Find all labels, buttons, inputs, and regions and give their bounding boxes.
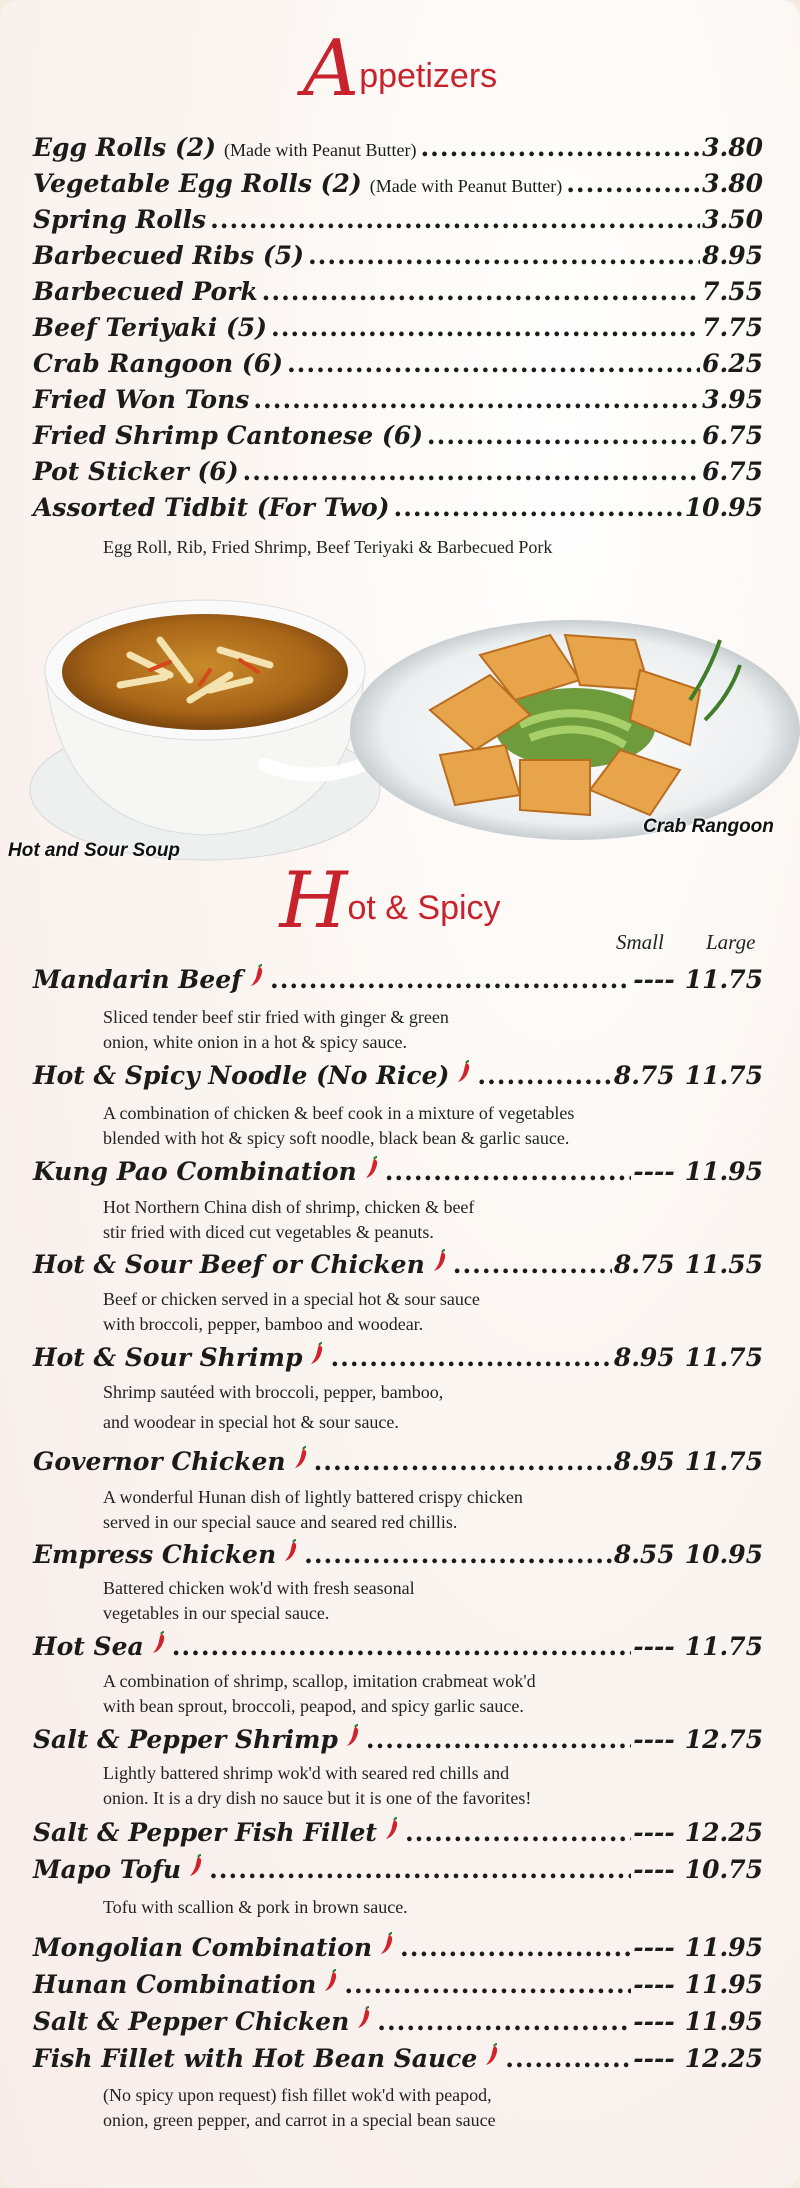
hot-sour-soup-photo bbox=[30, 600, 390, 860]
item-description bbox=[103, 1101, 743, 1151]
column-head-small: Small bbox=[616, 930, 664, 954]
chili-pepper-icon bbox=[248, 964, 266, 988]
item-description bbox=[103, 2083, 743, 2133]
item-price: 3.95 bbox=[702, 385, 763, 414]
dot-leader bbox=[262, 277, 700, 306]
chili-pepper-icon bbox=[150, 1631, 168, 1655]
description-line: vegetables in our special sauce. bbox=[103, 1603, 330, 1623]
chili-pepper-icon bbox=[378, 1932, 396, 1956]
item-price: 8.95 bbox=[702, 241, 763, 270]
item-name: Mongolian Combination bbox=[33, 1933, 373, 1962]
item-price-small: 8.55 bbox=[613, 1540, 675, 1569]
item-price-small: 8.75 bbox=[613, 1250, 675, 1279]
item-price-large: 11.95 bbox=[684, 1970, 763, 1999]
description-line: onion, green pepper, and carrot in a special bean sauce bbox=[103, 2110, 496, 2130]
description-line: Sliced tender beef stir fried with ginger & green bbox=[103, 1007, 449, 1027]
item-name: Mandarin Beef bbox=[33, 965, 242, 994]
item-description bbox=[103, 1380, 743, 1435]
item-name: Governor Chicken bbox=[33, 1447, 286, 1476]
dot-leader bbox=[304, 1540, 612, 1569]
item-price-small: ---- bbox=[633, 2007, 675, 2036]
item-price: 7.75 bbox=[702, 313, 763, 342]
item-price: 10.95 bbox=[684, 493, 763, 522]
item-name: Beef Teriyaki (5) bbox=[33, 313, 268, 342]
chili-pepper-icon bbox=[431, 1249, 449, 1273]
menu-item bbox=[33, 2043, 763, 2073]
chili-pepper-icon bbox=[187, 1854, 205, 1878]
item-name: Fish Fillet with Hot Bean Sauce bbox=[33, 2044, 478, 2073]
description-line: Hot Northern China dish of shrimp, chicken & beef bbox=[103, 1197, 475, 1217]
item-price: 7.55 bbox=[702, 277, 763, 306]
description-line: A wonderful Hunan dish of lightly battered crispy chicken bbox=[103, 1487, 523, 1507]
chili-pepper-icon bbox=[282, 1539, 300, 1563]
menu-item bbox=[33, 421, 763, 450]
dot-leader bbox=[314, 1447, 612, 1476]
item-price-small: 8.95 bbox=[613, 1447, 675, 1476]
item-price-small: ---- bbox=[633, 1632, 675, 1661]
item-name: Salt & Pepper Chicken bbox=[33, 2007, 350, 2036]
description-line: Tofu with scallion & pork in brown sauce. bbox=[103, 1897, 408, 1917]
item-name: Mapo Tofu bbox=[33, 1855, 182, 1884]
item-description bbox=[103, 1195, 743, 1245]
item-description bbox=[103, 1669, 743, 1719]
description-line: A combination of chicken & beef cook in a mixture of vegetables bbox=[103, 1103, 575, 1123]
hot-spicy-title-rest: ot & Spicy bbox=[347, 889, 501, 927]
dot-leader bbox=[405, 1818, 631, 1847]
item-name: Kung Pao Combination bbox=[33, 1157, 357, 1186]
item-price-small: ---- bbox=[633, 1855, 675, 1884]
item-name: Spring Rolls bbox=[33, 205, 207, 234]
dot-leader bbox=[344, 1970, 631, 1999]
item-price-large: 11.55 bbox=[684, 1250, 763, 1279]
dot-leader bbox=[287, 349, 700, 378]
menu-item bbox=[33, 1060, 763, 1090]
item-price-large: 11.95 bbox=[684, 1157, 763, 1186]
item-note: (Made with Peanut Butter) bbox=[369, 176, 563, 196]
dot-leader bbox=[366, 1725, 631, 1754]
dot-leader bbox=[253, 385, 700, 414]
item-description bbox=[103, 1485, 743, 1535]
item-name: Pot Sticker (6) bbox=[33, 457, 239, 486]
dot-leader bbox=[505, 2044, 631, 2073]
dot-leader bbox=[566, 169, 700, 198]
item-price-small: ---- bbox=[633, 1818, 675, 1847]
description-line: with bean sprout, broccoli, peapod, and spicy garlic sauce. bbox=[103, 1696, 524, 1716]
menu-item bbox=[33, 493, 763, 522]
item-price-large: 11.75 bbox=[684, 1447, 763, 1476]
dot-leader bbox=[330, 1343, 611, 1372]
item-name: Salt & Pepper Fish Fillet bbox=[33, 1818, 377, 1847]
chili-pepper-icon bbox=[322, 1969, 340, 1993]
item-price-large: 11.95 bbox=[684, 2007, 763, 2036]
item-name: Hot & Sour Beef or Chicken bbox=[33, 1250, 425, 1279]
item-name: Salt & Pepper Shrimp bbox=[33, 1725, 338, 1754]
item-price-large: 12.25 bbox=[684, 2044, 763, 2073]
menu-item bbox=[33, 457, 763, 486]
dot-leader bbox=[453, 1250, 612, 1279]
item-name: Vegetable Egg Rolls (2) bbox=[33, 169, 362, 198]
menu-item bbox=[33, 385, 763, 414]
dot-leader bbox=[385, 1157, 631, 1186]
item-name: Fried Shrimp Cantonese (6) bbox=[33, 421, 423, 450]
menu-item bbox=[33, 1342, 763, 1372]
hot-spicy-title-cap: H bbox=[279, 856, 348, 946]
dot-leader bbox=[377, 2007, 631, 2036]
menu-item bbox=[33, 1969, 763, 1999]
menu-item bbox=[33, 169, 763, 198]
appetizers-title bbox=[0, 24, 800, 114]
chili-pepper-icon bbox=[355, 2006, 373, 2030]
item-price-small: ---- bbox=[633, 1970, 675, 1999]
dot-leader bbox=[477, 1061, 611, 1090]
item-price-large: 11.95 bbox=[684, 1933, 763, 1962]
chili-pepper-icon bbox=[308, 1342, 326, 1366]
description-line: Battered chicken wok'd with fresh seasonal bbox=[103, 1578, 415, 1598]
description-line: blended with hot & spicy soft noodle, black bean & garlic sauce. bbox=[103, 1128, 570, 1148]
menu-item bbox=[33, 964, 763, 994]
item-price: 6.75 bbox=[702, 421, 763, 450]
item-name: Barbecued Pork bbox=[33, 277, 258, 306]
description-line: A combination of shrimp, scallop, imitation crabmeat wok'd bbox=[103, 1671, 536, 1691]
item-price-large: 10.95 bbox=[684, 1540, 763, 1569]
description-line: (No spicy upon request) fish fillet wok'd with peapod, bbox=[103, 2085, 492, 2105]
item-description bbox=[103, 1005, 743, 1055]
item-price-large: 10.75 bbox=[684, 1855, 763, 1884]
dot-leader bbox=[400, 1933, 631, 1962]
dot-leader bbox=[209, 1855, 631, 1884]
item-description bbox=[103, 1576, 743, 1626]
menu-item bbox=[33, 2006, 763, 2036]
item-description bbox=[103, 1761, 743, 1811]
item-price-large: 12.75 bbox=[684, 1725, 763, 1754]
item-name: Assorted Tidbit (For Two) bbox=[33, 493, 390, 522]
item-name: Fried Won Tons bbox=[33, 385, 250, 414]
item-price-large: 11.75 bbox=[684, 1632, 763, 1661]
menu-item bbox=[33, 349, 763, 378]
dot-leader bbox=[308, 241, 700, 270]
item-name: Hunan Combination bbox=[33, 1970, 317, 1999]
item-price: 6.75 bbox=[702, 457, 763, 486]
item-price-small: ---- bbox=[633, 1933, 675, 1962]
item-price-small: ---- bbox=[633, 1725, 675, 1754]
item-name: Empress Chicken bbox=[33, 1540, 277, 1569]
dot-leader bbox=[210, 205, 700, 234]
chili-pepper-icon bbox=[363, 1156, 381, 1180]
soup-caption: Hot and Sour Soup bbox=[8, 840, 181, 861]
dot-leader bbox=[393, 493, 682, 522]
item-note: (Made with Peanut Butter) bbox=[224, 140, 417, 160]
menu-item bbox=[33, 1446, 763, 1476]
item-price-large: 11.75 bbox=[684, 965, 763, 994]
item-price-large: 12.25 bbox=[684, 1818, 763, 1847]
dot-leader bbox=[427, 421, 700, 450]
item-price: 6.25 bbox=[702, 349, 763, 378]
item-description bbox=[103, 1287, 743, 1337]
appetizers-title-rest: ppetizers bbox=[359, 57, 498, 95]
menu-item bbox=[33, 277, 763, 306]
item-name: Crab Rangoon (6) bbox=[33, 349, 283, 378]
menu-item bbox=[33, 205, 763, 234]
chili-pepper-icon bbox=[344, 1724, 362, 1748]
description-line: Beef or chicken served in a special hot & sour sauce bbox=[103, 1289, 480, 1309]
description-line: onion. It is a dry dish no sauce but it is one of the favorites! bbox=[103, 1788, 532, 1808]
description-line: and woodear in special hot & sour sauce. bbox=[103, 1412, 399, 1432]
chili-pepper-icon bbox=[483, 2043, 501, 2067]
description-line: onion, white onion in a hot & spicy sauce. bbox=[103, 1032, 407, 1052]
description-line: Shrimp sautéed with broccoli, pepper, bamboo, bbox=[103, 1382, 444, 1402]
menu-item bbox=[33, 313, 763, 342]
item-price-small: 8.95 bbox=[613, 1343, 675, 1372]
item-price: 3.50 bbox=[702, 205, 763, 234]
item-price-large: 11.75 bbox=[684, 1343, 763, 1372]
description-line: served in our special sauce and seared red chillis. bbox=[103, 1512, 458, 1532]
column-head-large: Large bbox=[706, 930, 756, 954]
menu-item bbox=[33, 1932, 763, 1962]
dot-leader bbox=[270, 965, 631, 994]
dot-leader bbox=[271, 313, 700, 342]
item-price-small: ---- bbox=[633, 2044, 675, 2073]
item-description: Egg Roll, Rib, Fried Shrimp, Beef Teriyaki & Barbecued Pork bbox=[103, 537, 553, 557]
item-price-small: ---- bbox=[633, 1157, 675, 1186]
item-description bbox=[103, 1895, 743, 1920]
item-price: 3.80 bbox=[702, 133, 763, 162]
menu-item bbox=[33, 1724, 763, 1754]
menu-item bbox=[33, 1817, 763, 1847]
dot-leader bbox=[172, 1632, 631, 1661]
menu-item bbox=[33, 1156, 763, 1186]
item-price-small: 8.75 bbox=[613, 1061, 675, 1090]
menu-item bbox=[33, 241, 763, 270]
description-line: with broccoli, pepper, bamboo and woodear. bbox=[103, 1314, 424, 1334]
menu-item bbox=[33, 1631, 763, 1661]
dot-leader bbox=[420, 133, 700, 162]
item-price-small: ---- bbox=[633, 965, 675, 994]
appetizers-title-cap: A bbox=[302, 24, 360, 114]
rangoon-caption: Crab Rangoon bbox=[643, 816, 774, 837]
item-name: Hot & Sour Shrimp bbox=[33, 1343, 303, 1372]
description-line: stir fried with diced cut vegetables & peanuts. bbox=[103, 1222, 434, 1242]
item-price: 3.80 bbox=[702, 169, 763, 198]
chili-pepper-icon bbox=[383, 1817, 401, 1841]
item-price-large: 11.75 bbox=[684, 1061, 763, 1090]
item-name: Egg Rolls (2) bbox=[33, 133, 216, 162]
item-name: Barbecued Ribs (5) bbox=[33, 241, 304, 270]
item-name: Hot Sea bbox=[33, 1632, 144, 1661]
menu-item bbox=[33, 1539, 763, 1569]
menu-item bbox=[33, 1249, 763, 1279]
crab-rangoon-photo bbox=[350, 620, 800, 840]
chili-pepper-icon bbox=[292, 1446, 310, 1470]
menu-item bbox=[33, 133, 763, 162]
menu-item bbox=[33, 1854, 763, 1884]
item-name: Hot & Spicy Noodle (No Rice) bbox=[33, 1061, 450, 1090]
chili-pepper-icon bbox=[455, 1060, 473, 1084]
description-line: Lightly battered shrimp wok'd with seared red chills and bbox=[103, 1763, 510, 1783]
dot-leader bbox=[243, 457, 701, 486]
